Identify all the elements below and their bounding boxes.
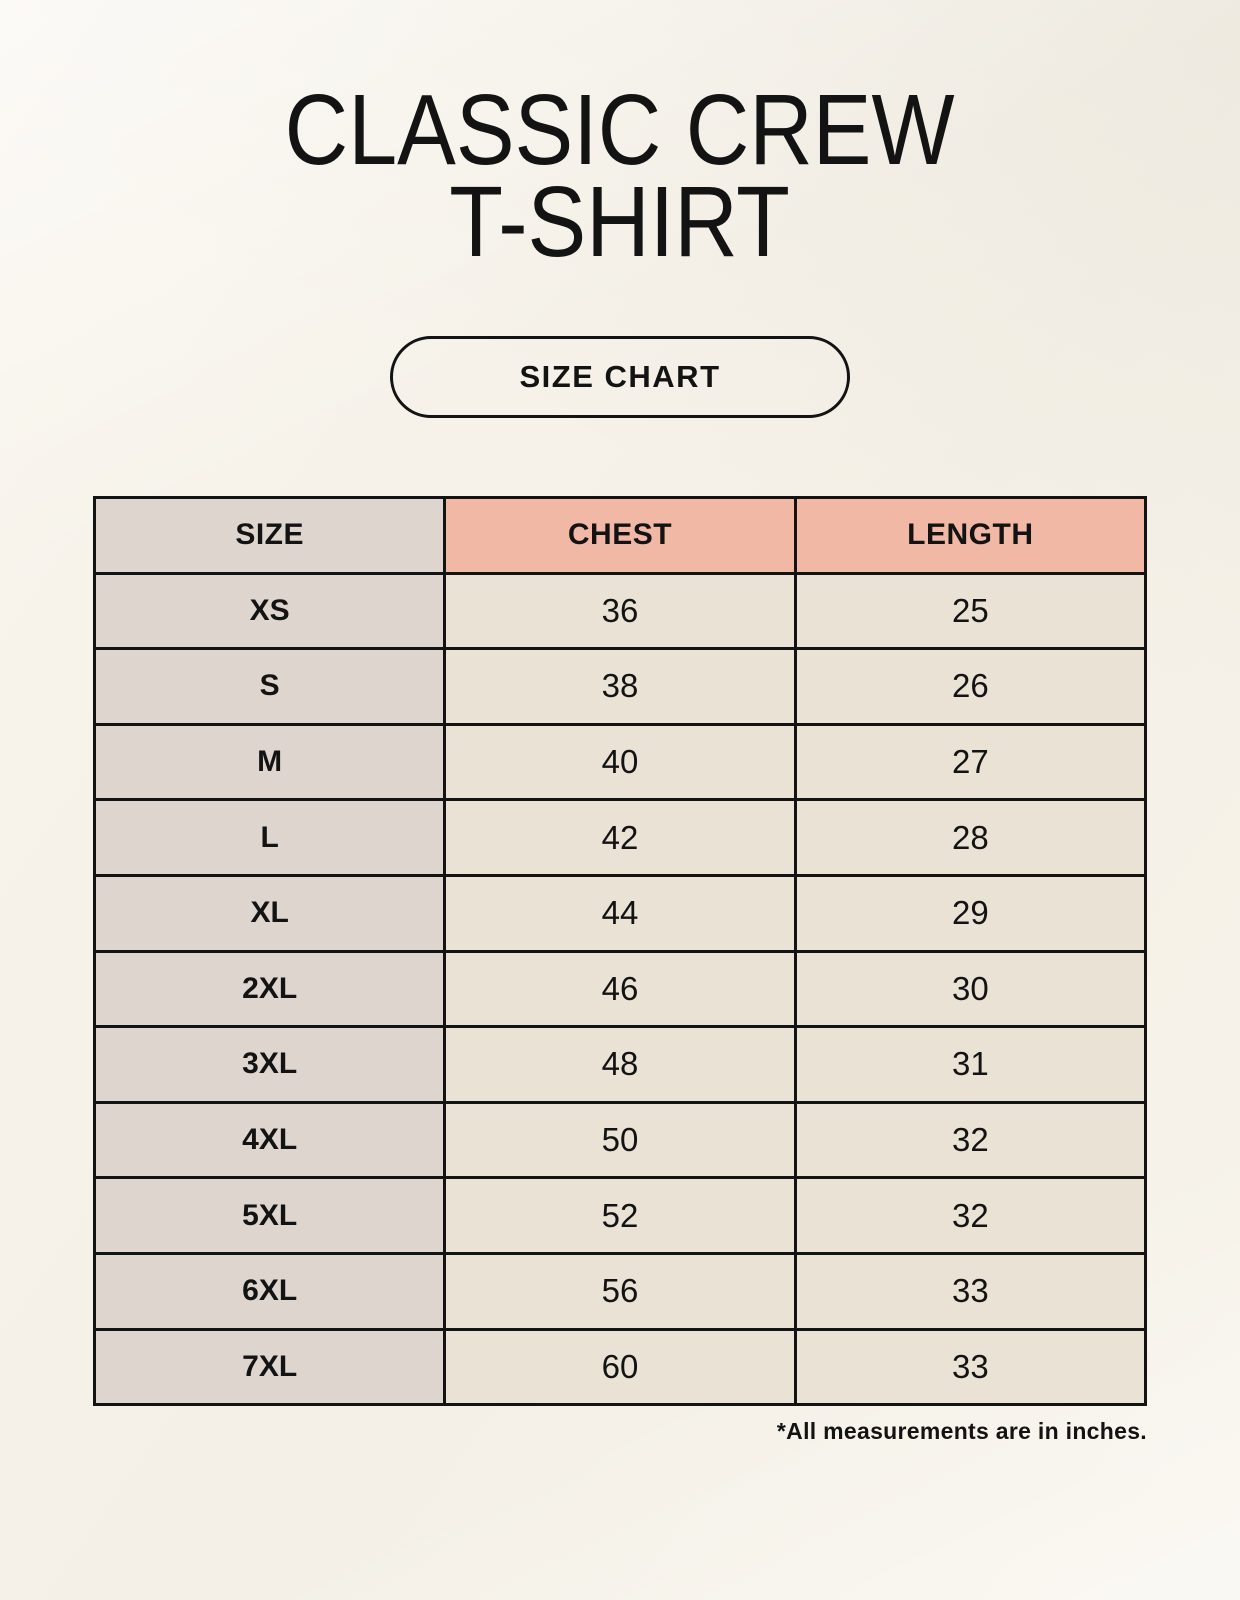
page-title-line-1: CLASSIC CREW: [285, 74, 955, 186]
chest-cell: 36: [445, 573, 795, 649]
length-cell: 26: [795, 649, 1145, 725]
table-row: [95, 1253, 1146, 1329]
chest-column-header: CHEST: [445, 498, 795, 574]
table-body: [95, 573, 1146, 1405]
length-column-header: LENGTH: [795, 498, 1145, 574]
length-cell: 32: [795, 1178, 1145, 1254]
table-row: [95, 724, 1146, 800]
size-cell: 7XL: [95, 1329, 445, 1405]
size-cell: XL: [95, 875, 445, 951]
length-cell: 25: [795, 573, 1145, 649]
table-row: [95, 1178, 1146, 1254]
table-row: [95, 1027, 1146, 1103]
length-cell: 33: [795, 1253, 1145, 1329]
table-row: [95, 573, 1146, 649]
length-cell: 31: [795, 1027, 1145, 1103]
length-cell: 32: [795, 1102, 1145, 1178]
size-cell: 6XL: [95, 1253, 445, 1329]
length-cell: 29: [795, 875, 1145, 951]
table-row: [95, 800, 1146, 876]
size-cell: 5XL: [95, 1178, 445, 1254]
table-header-row: [95, 498, 1146, 574]
size-chart-badge: [390, 336, 850, 418]
table-row: [95, 649, 1146, 725]
chest-cell: 40: [445, 724, 795, 800]
chest-cell: 38: [445, 649, 795, 725]
size-column-header: SIZE: [95, 498, 445, 574]
page-title: [285, 74, 955, 278]
table-row: [95, 875, 1146, 951]
chest-cell: 44: [445, 875, 795, 951]
size-cell: M: [95, 724, 445, 800]
length-cell: 28: [795, 800, 1145, 876]
table-row: [95, 1102, 1146, 1178]
size-cell: XS: [95, 573, 445, 649]
size-cell: 2XL: [95, 951, 445, 1027]
size-cell: 4XL: [95, 1102, 445, 1178]
length-cell: 30: [795, 951, 1145, 1027]
size-chart-table: [93, 496, 1147, 1406]
size-cell: L: [95, 800, 445, 876]
length-cell: 33: [795, 1329, 1145, 1405]
chest-cell: 42: [445, 800, 795, 876]
table-header: [95, 498, 1146, 574]
size-chart-badge-label: SIZE CHART: [519, 359, 721, 394]
size-cell: S: [95, 649, 445, 725]
chest-cell: 46: [445, 951, 795, 1027]
chest-cell: 48: [445, 1027, 795, 1103]
chest-cell: 60: [445, 1329, 795, 1405]
table-row: [95, 1329, 1146, 1405]
chest-cell: 56: [445, 1253, 795, 1329]
page-title-line-2: T-SHIRT: [449, 166, 791, 278]
table-row: [95, 951, 1146, 1027]
size-cell: 3XL: [95, 1027, 445, 1103]
measurements-footnote: *All measurements are in inches.: [776, 1418, 1147, 1445]
chest-cell: 50: [445, 1102, 795, 1178]
footnote-container: [93, 1418, 1147, 1445]
chest-cell: 52: [445, 1178, 795, 1254]
length-cell: 27: [795, 724, 1145, 800]
